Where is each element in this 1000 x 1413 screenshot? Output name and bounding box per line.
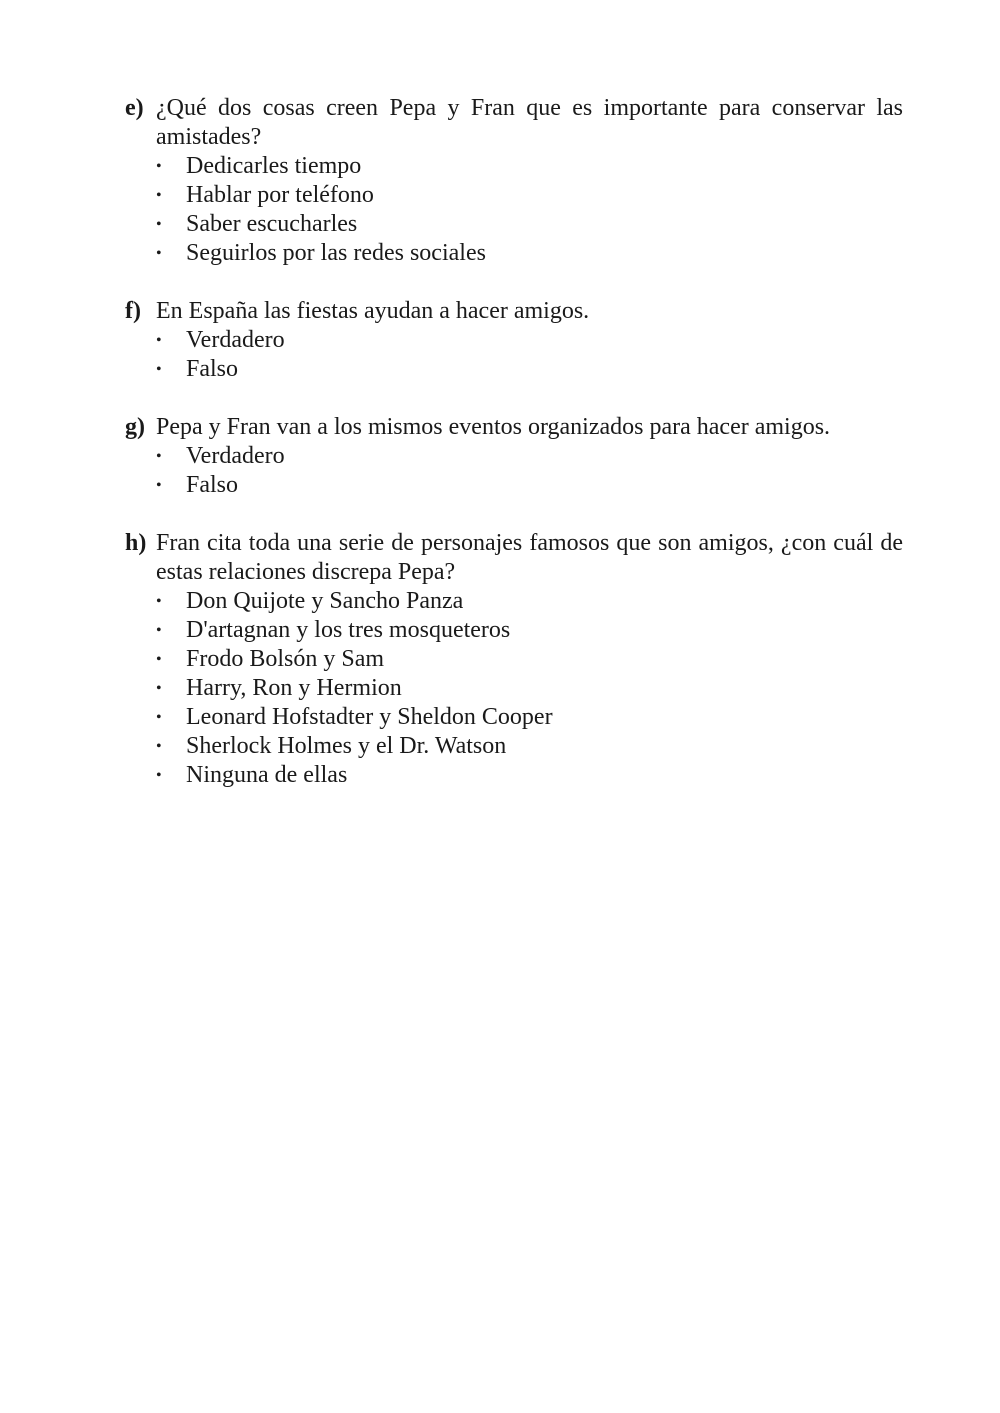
bullet-icon: • xyxy=(156,448,162,465)
question-letter: g) xyxy=(125,414,145,440)
option-list xyxy=(125,442,903,500)
option-item xyxy=(156,471,903,500)
question-list xyxy=(125,94,903,819)
option-item xyxy=(156,326,903,355)
bullet-icon: • xyxy=(156,651,162,668)
option-text: D'artagnan y los tres mosqueteros xyxy=(186,617,511,643)
option-text: Falso xyxy=(186,356,239,382)
option-list xyxy=(125,152,903,268)
option-item xyxy=(156,703,903,732)
question-letter: f) xyxy=(125,298,141,324)
option-item xyxy=(156,181,903,210)
option-text: Hablar por teléfono xyxy=(186,182,374,208)
option-text: Saber escucharles xyxy=(186,211,358,237)
bullet-icon: • xyxy=(156,767,162,784)
question-text: En España las fiestas ayudan a hacer amigos. xyxy=(156,298,590,324)
option-list xyxy=(125,326,903,384)
option-text: Frodo Bolsón y Sam xyxy=(186,646,385,672)
option-list xyxy=(125,587,903,790)
question-header xyxy=(125,413,903,442)
bullet-icon: • xyxy=(156,709,162,726)
option-item xyxy=(156,239,903,268)
option-item xyxy=(156,761,903,790)
option-item xyxy=(156,210,903,239)
option-item xyxy=(156,616,903,645)
question-text: Fran cita toda una serie de personajes famosos que son amigos, ¿con cuál de estas relaciones discrepa Pepa? xyxy=(156,530,903,585)
bullet-icon: • xyxy=(156,216,162,233)
bullet-icon: • xyxy=(156,361,162,378)
bullet-icon: • xyxy=(156,187,162,204)
bullet-icon: • xyxy=(156,158,162,175)
option-text: Leonard Hofstadter y Sheldon Cooper xyxy=(186,704,553,730)
bullet-icon: • xyxy=(156,477,162,494)
question-header xyxy=(125,297,903,326)
bullet-icon: • xyxy=(156,593,162,610)
option-text: Dedicarles tiempo xyxy=(186,153,362,179)
option-item xyxy=(156,674,903,703)
question-header xyxy=(125,94,903,152)
option-text: Verdadero xyxy=(186,327,285,353)
option-text: Seguirlos por las redes sociales xyxy=(186,240,486,266)
bullet-icon: • xyxy=(156,738,162,755)
question-text: ¿Qué dos cosas creen Pepa y Fran que es importante para conservar las amistades? xyxy=(156,95,903,150)
question-letter: e) xyxy=(125,95,144,121)
bullet-icon: • xyxy=(156,680,162,697)
option-item xyxy=(156,732,903,761)
option-text: Verdadero xyxy=(186,443,285,469)
question-letter: h) xyxy=(125,530,147,556)
option-text: Sherlock Holmes y el Dr. Watson xyxy=(186,733,507,759)
option-text: Falso xyxy=(186,472,239,498)
bullet-icon: • xyxy=(156,245,162,262)
option-item xyxy=(156,587,903,616)
question-header xyxy=(125,529,903,587)
bullet-icon: • xyxy=(156,332,162,349)
option-item xyxy=(156,355,903,384)
question-text: Pepa y Fran van a los mismos eventos organizados para hacer amigos. xyxy=(156,414,831,440)
question-e xyxy=(125,94,903,268)
option-item xyxy=(156,645,903,674)
option-text: Harry, Ron y Hermion xyxy=(186,675,402,701)
question-h xyxy=(125,529,903,790)
option-item xyxy=(156,152,903,181)
question-f xyxy=(125,297,903,384)
option-text: Ninguna de ellas xyxy=(186,762,348,788)
option-text: Don Quijote y Sancho Panza xyxy=(186,588,464,614)
question-g xyxy=(125,413,903,500)
bullet-icon: • xyxy=(156,622,162,639)
option-item xyxy=(156,442,903,471)
